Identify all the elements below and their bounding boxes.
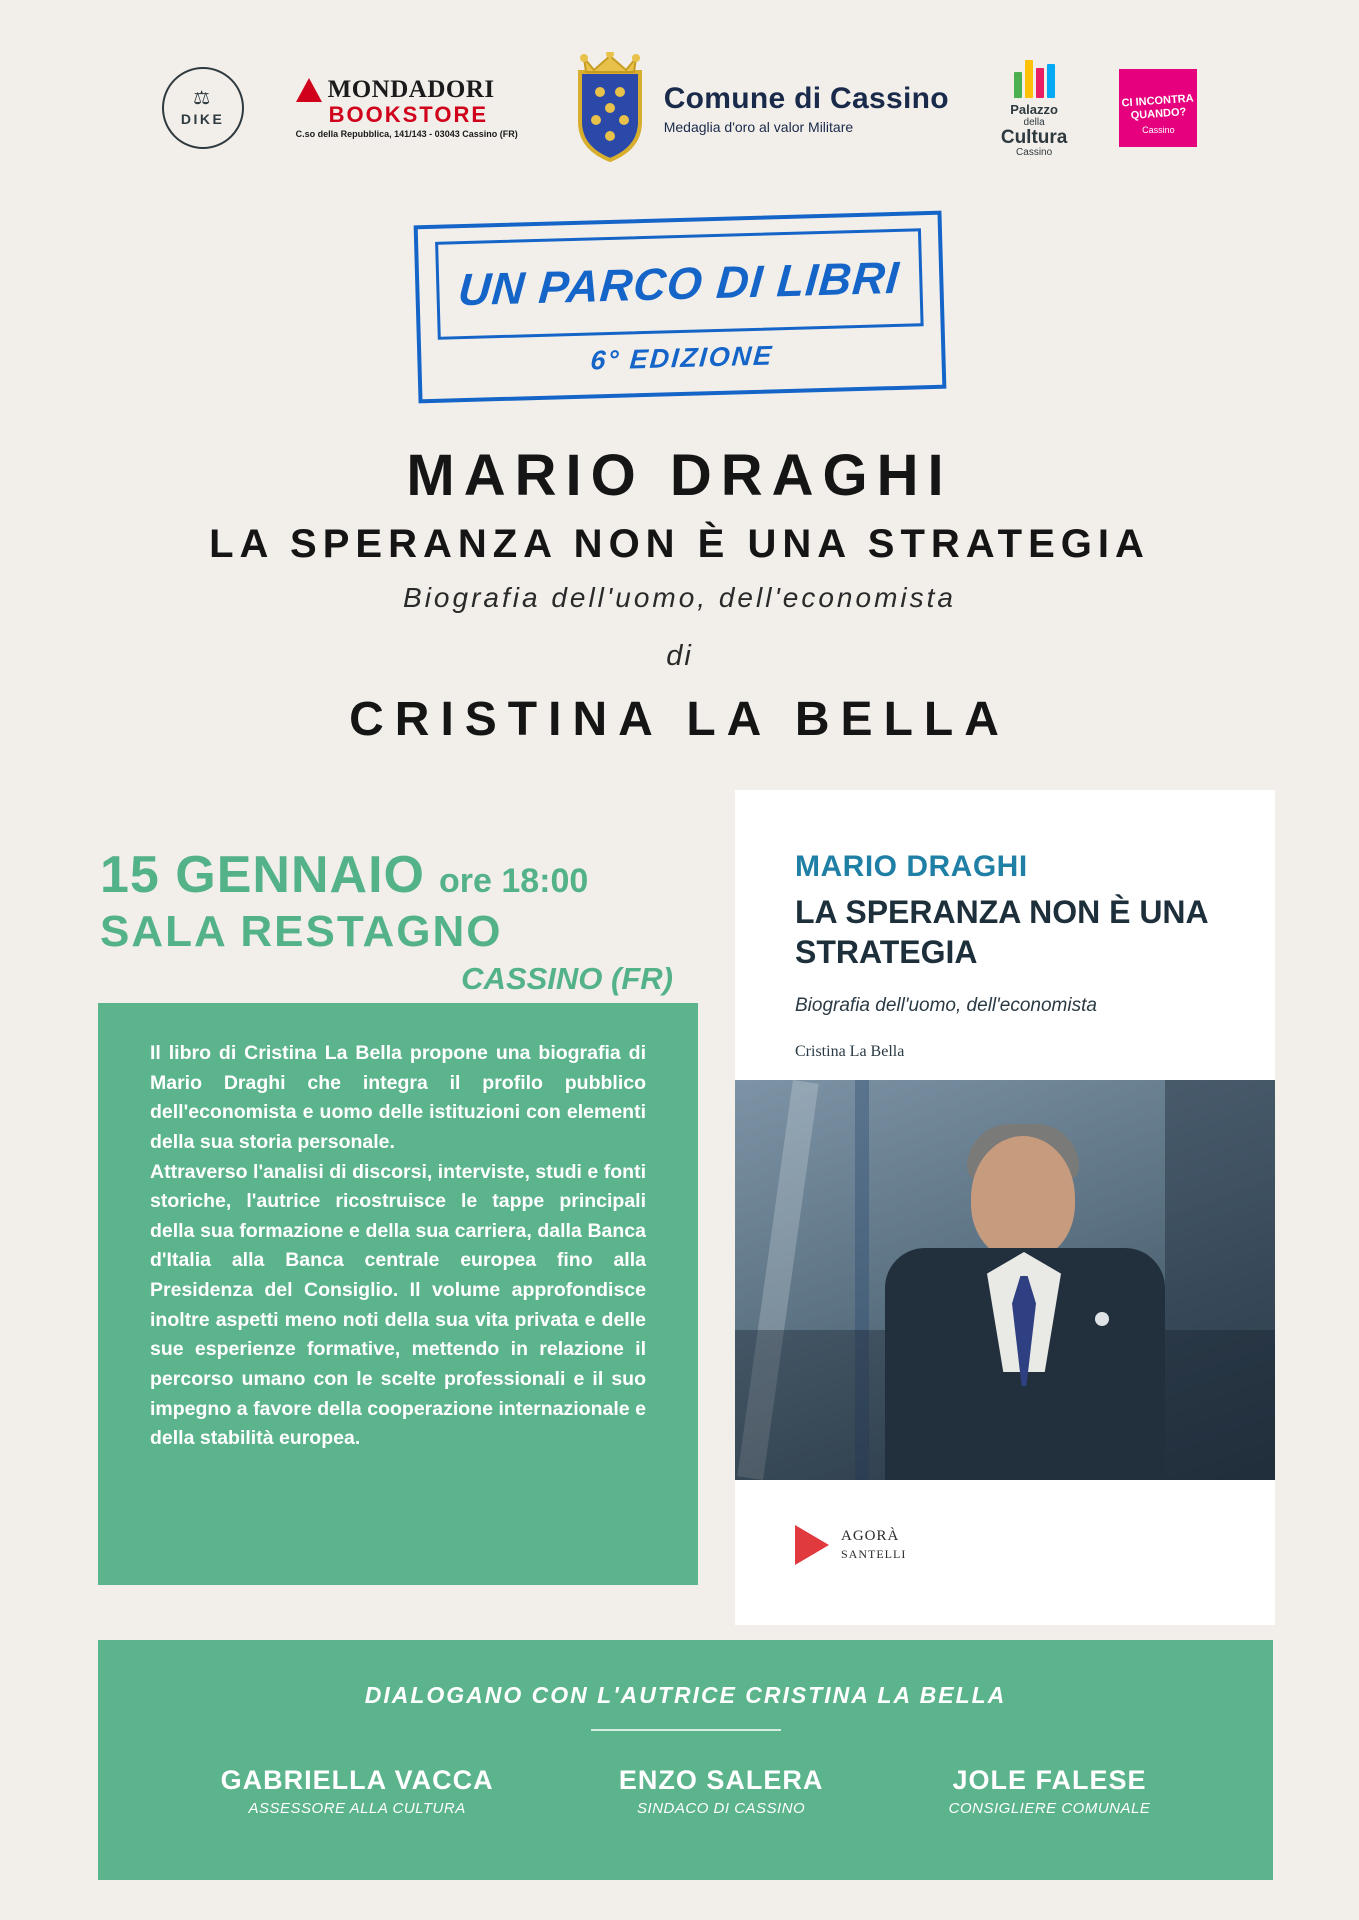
stamp-inner-frame [435, 228, 924, 340]
city-crest-icon [570, 52, 650, 164]
divider [591, 1729, 781, 1731]
speaker-role: CONSIGLIERE COMUNALE [948, 1800, 1151, 1817]
sponsor-bar [0, 48, 1359, 168]
sponsor-dike [162, 67, 244, 149]
event-place: SALA RESTAGNO [100, 907, 503, 956]
publisher-line1: AGORÀ [841, 1528, 900, 1544]
palazzo-logo [1001, 58, 1068, 158]
footer-panel [98, 1640, 1273, 1880]
cover-title: LA SPERANZA NON È UNA STRATEGIA [795, 894, 1208, 970]
palazzo-line1: Palazzo [1010, 102, 1058, 117]
headline-author: MARIO DRAGHI [406, 443, 953, 508]
speaker-role: ASSESSORE ALLA CULTURA [248, 1800, 466, 1817]
sponsor-pink [1119, 69, 1197, 147]
pink-sub: Cassino [1142, 125, 1175, 135]
scales-icon: ⚖ [193, 88, 213, 109]
sponsor-palazzo [1001, 58, 1068, 158]
description-paragraph-1: Il libro di Cristina La Bella propone una biografia di Mario Draghi che integra il profilo pubblico dell'economista e uomo delle istituzioni con elementi della sua storia personale. [150, 1042, 646, 1153]
mondadori-address: C.so della Repubblica, 141/143 - 03043 Cassino (FR) [295, 129, 518, 139]
comune-name: Comune di Cassino [663, 81, 949, 115]
publisher-line2: SANTELLI [841, 1547, 907, 1561]
stamp-title: UN PARCO DI LIBRI [456, 251, 902, 315]
palazzo-line2: Cultura [1000, 127, 1068, 148]
ci-incontra-text [1122, 93, 1196, 123]
palazzo-line4: Cassino [1016, 147, 1053, 158]
pink-line2: QUANDO? [1130, 106, 1187, 122]
cover-subtitle: Biografia dell'uomo, dell'economista [795, 995, 1097, 1016]
book-cover [735, 790, 1275, 1625]
headline-di: di [666, 640, 693, 672]
speaker-name: ENZO SALERA [618, 1765, 824, 1795]
pink-line1: CI INCONTRA [1121, 92, 1195, 110]
mondadori-mark-icon [296, 78, 322, 102]
stamp-edition: 6° EDIZIONE [588, 339, 774, 376]
event-date: 15 GENNAIO [100, 846, 425, 904]
dike-label: DIKE [180, 111, 225, 127]
event-info [100, 845, 700, 997]
dialog-emph: L'AUTRICE CRISTINA LA BELLA [597, 1682, 1007, 1708]
headline-writer: CRISTINA LA BELLA [349, 693, 1010, 746]
speaker-name: GABRIELLA VACCA [220, 1765, 494, 1795]
mondadori-logo [296, 77, 518, 139]
speakers-list [98, 1765, 1273, 1817]
speaker-item [221, 1765, 494, 1817]
colored-bars-icon [1001, 58, 1068, 98]
sponsor-mondadori [296, 77, 518, 139]
palazzo-line3: della [1023, 117, 1045, 128]
headline-subtitle: Biografia dell'uomo, dell'economista [403, 582, 956, 613]
comune-logo [570, 52, 949, 164]
cover-author: MARIO DRAGHI [795, 850, 1028, 883]
dialog-prefix: DIALOGANO CON [364, 1682, 598, 1708]
headline-title: LA SPERANZA NON È UNA STRATEGIA [209, 522, 1150, 566]
ci-incontra-logo [1119, 69, 1197, 147]
description-paragraph-2: Attraverso l'analisi di discorsi, interviste, studi e fonti storiche, l'autrice ricostruisce le tappe principali della sua formazione e della sua carriera, dalla Banca d'Italia alla Banca centrale europea fino alla Presidenza del Consiglio. Il volume approfondisce inoltre aspetti meno noti della sua vita privata e delle sue esperienze formative, mettendo in relazione il percorso umano con le scelte professionali e il suo impegno a favore della cooperazione internazionale e della stabilità europea. [150, 1160, 646, 1450]
sponsor-comune [570, 52, 949, 164]
publisher-logo [795, 1525, 906, 1565]
event-stamp [413, 211, 946, 404]
mondadori-line2: BOOKSTORE [328, 102, 489, 127]
speaker-item [619, 1765, 824, 1817]
description-box [98, 1003, 698, 1585]
speaker-role: SINDACO DI CASSINO [637, 1800, 806, 1817]
cover-writer: Cristina La Bella [795, 1043, 905, 1060]
event-city: CASSINO (FR) [461, 961, 673, 996]
agora-triangle-icon [795, 1525, 829, 1565]
event-time: ore 18:00 [438, 862, 589, 900]
cover-portrait-photo [735, 1080, 1275, 1480]
dike-logo [162, 67, 244, 149]
speaker-name: JOLE FALESE [952, 1765, 1147, 1795]
dialog-heading [98, 1682, 1273, 1709]
mondadori-line1: MONDADORI [327, 76, 495, 103]
speaker-item [949, 1765, 1151, 1817]
comune-subtitle: Medaglia d'oro al valor Militare [663, 118, 854, 135]
